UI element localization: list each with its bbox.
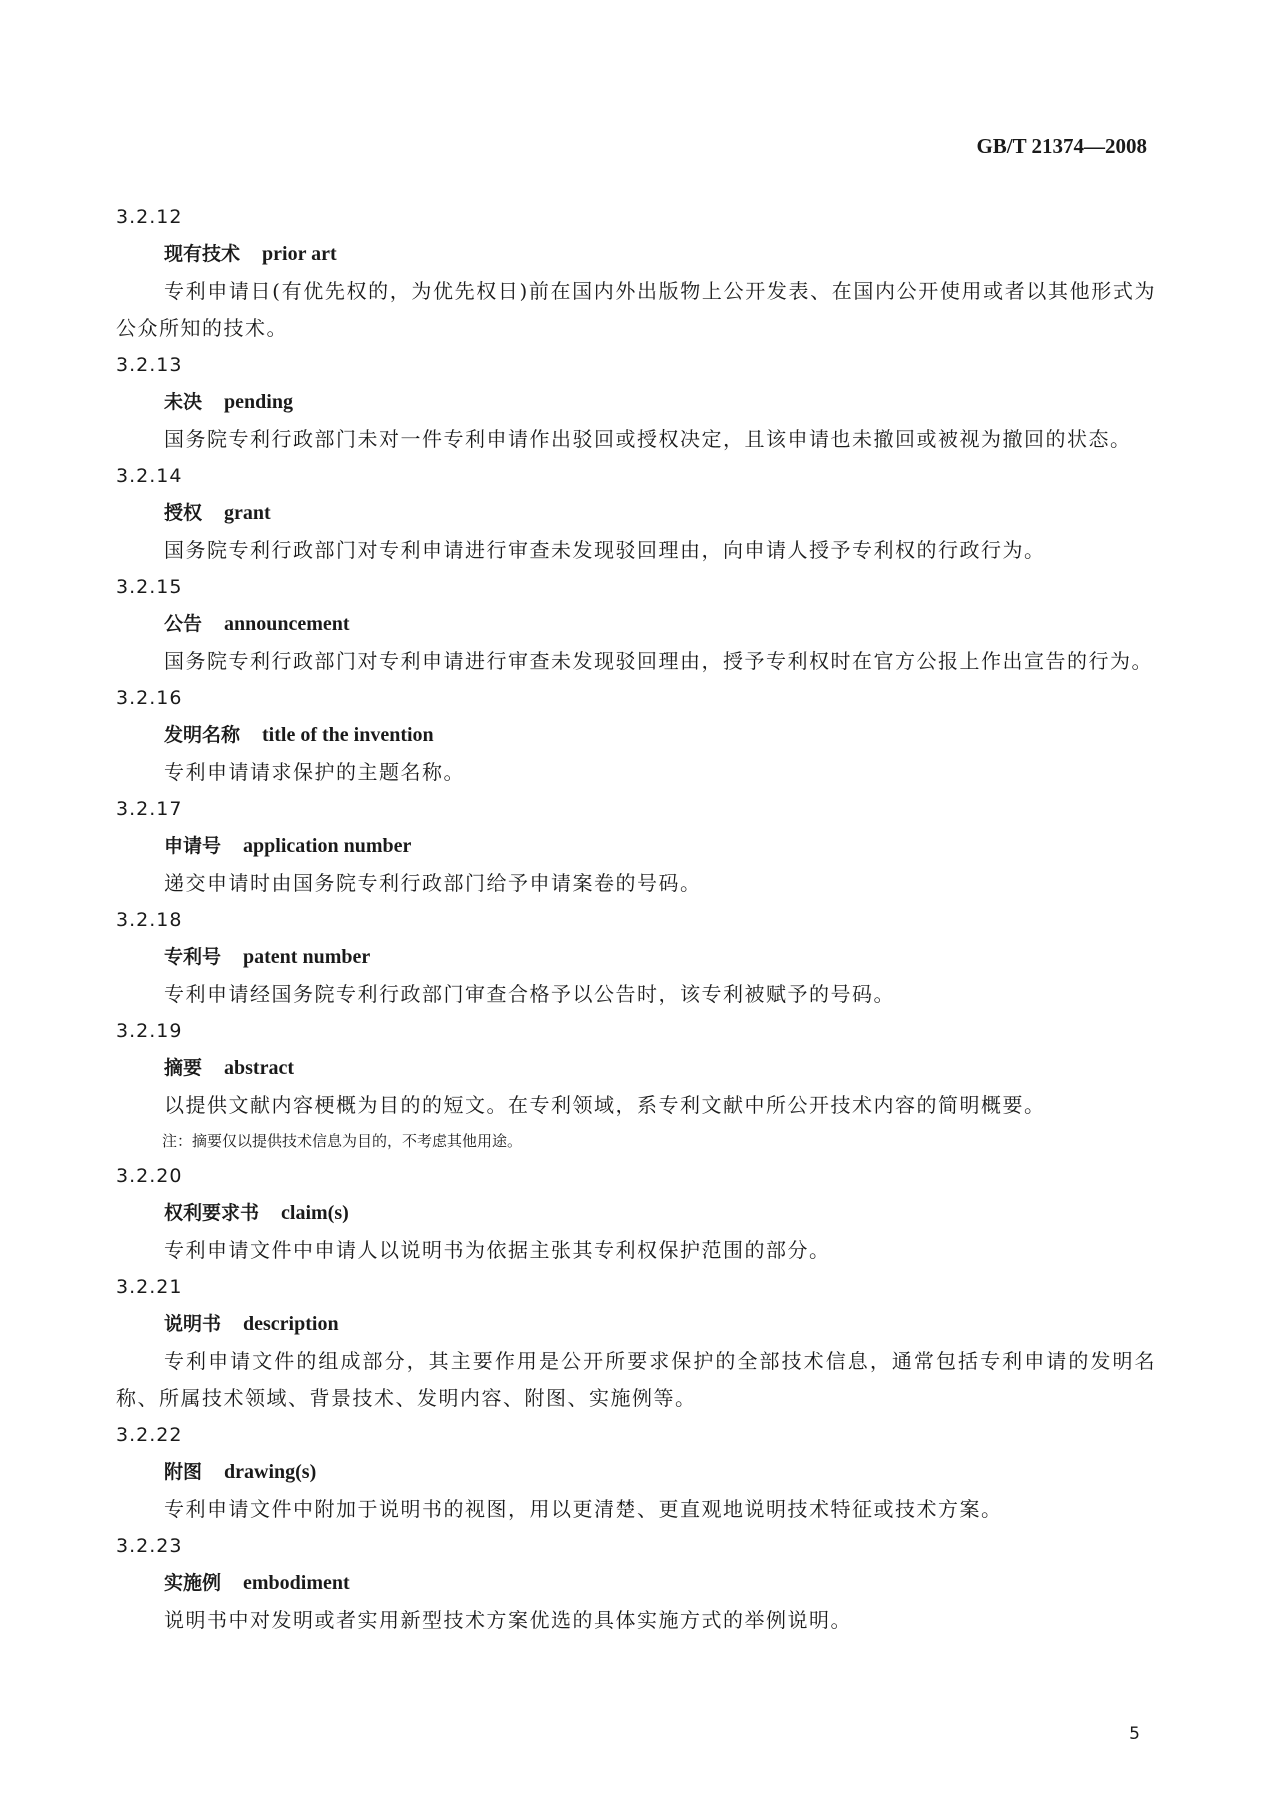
entry-definition: 专利申请请求保护的主题名称。 — [164, 760, 465, 784]
term-zh: 说明书 — [164, 1313, 222, 1335]
entry-number: 3.2.12 — [116, 206, 183, 228]
term-en: announcement — [224, 613, 350, 635]
entry — [116, 680, 1156, 791]
entry-term — [116, 1454, 1156, 1491]
entry-definition: 说明书中对发明或者实用新型技术方案优选的具体实施方式的举例说明。 — [164, 1608, 852, 1632]
term-en: patent number — [243, 946, 371, 968]
term-zh: 公告 — [164, 613, 203, 635]
entry-number: 3.2.20 — [116, 1165, 183, 1187]
term-en: grant — [224, 502, 271, 524]
entry-definition: 专利申请文件的组成部分，其主要作用是公开所要求保护的全部技术信息，通常包括专利申请的发明名称、所属技术领域、背景技术、发明内容、附图、实施例等。 — [116, 1349, 1156, 1410]
entry-definition: 专利申请文件中申请人以说明书为依据主张其专利权保护范围的部分。 — [164, 1238, 831, 1262]
entry-definition: 递交申请时由国务院专利行政部门给予申请案卷的号码。 — [164, 871, 702, 895]
entry-term — [116, 1050, 1156, 1087]
term-zh: 权利要求书 — [164, 1202, 260, 1224]
entry — [116, 458, 1156, 569]
entry-definition: 专利申请经国务院专利行政部门审查合格予以公告时，该专利被赋予的号码。 — [164, 982, 895, 1006]
entry-term — [116, 939, 1156, 976]
page-number: 5 — [1129, 1724, 1140, 1744]
term-zh: 实施例 — [164, 1572, 222, 1594]
term-zh: 未决 — [164, 391, 203, 413]
term-en: claim(s) — [281, 1202, 349, 1224]
entry — [116, 1528, 1156, 1639]
entry-term — [116, 1306, 1156, 1343]
term-en: pending — [224, 391, 293, 413]
entry-number: 3.2.19 — [116, 1020, 183, 1042]
term-zh: 现有技术 — [164, 243, 241, 265]
entry-number: 3.2.21 — [116, 1276, 183, 1298]
entry — [116, 199, 1156, 347]
term-zh: 申请号 — [164, 835, 222, 857]
entry — [116, 791, 1156, 902]
entry-number: 3.2.16 — [116, 687, 183, 709]
entry-number: 3.2.18 — [116, 909, 183, 931]
entry-term — [116, 384, 1156, 421]
entry — [116, 1269, 1156, 1417]
term-en: description — [243, 1313, 339, 1335]
term-en: drawing(s) — [224, 1461, 317, 1483]
entry-definition: 专利申请文件中附加于说明书的视图，用以更清楚、更直观地说明技术特征或技术方案。 — [164, 1497, 1003, 1521]
terms-list — [116, 199, 1156, 1639]
term-zh: 专利号 — [164, 946, 222, 968]
entry-note: 注：摘要仅以提供技术信息为目的，不考虑其他用途。 — [162, 1132, 523, 1150]
term-en: embodiment — [243, 1572, 350, 1594]
standard-code: GB/T 21374—2008 — [976, 134, 1147, 158]
term-zh: 摘要 — [164, 1057, 203, 1079]
term-en: title of the invention — [262, 724, 434, 746]
entry-number: 3.2.14 — [116, 465, 183, 487]
entry-term — [116, 495, 1156, 532]
entry-number: 3.2.13 — [116, 354, 183, 376]
entry-definition: 国务院专利行政部门对专利申请进行审查未发现驳回理由，向申请人授予专利权的行政行为。 — [164, 538, 1046, 562]
entry-number: 3.2.22 — [116, 1424, 183, 1446]
term-en: application number — [243, 835, 412, 857]
entry-definition: 国务院专利行政部门对专利申请进行审查未发现驳回理由，授予专利权时在官方公报上作出宣告的行为。 — [164, 649, 1153, 673]
entry-number: 3.2.17 — [116, 798, 183, 820]
entry — [116, 569, 1156, 680]
entry-definition: 国务院专利行政部门未对一件专利申请作出驳回或授权决定，且该申请也未撤回或被视为撤回的状态。 — [164, 427, 1132, 451]
entry-definition: 以提供文献内容梗概为目的的短文。在专利领域，系专利文献中所公开技术内容的简明概要。 — [164, 1093, 1046, 1117]
term-zh: 附图 — [164, 1461, 203, 1483]
entry-number: 3.2.15 — [116, 576, 183, 598]
entry-number: 3.2.23 — [116, 1535, 183, 1557]
entry — [116, 902, 1156, 1013]
entry — [116, 347, 1156, 458]
term-zh: 授权 — [164, 502, 203, 524]
entry — [116, 1013, 1156, 1158]
entry-term — [116, 717, 1156, 754]
term-en: abstract — [224, 1057, 294, 1079]
entry — [116, 1158, 1156, 1269]
entry — [116, 1417, 1156, 1528]
entry-term — [116, 1565, 1156, 1602]
entry-term — [116, 236, 1156, 273]
entry-term — [116, 828, 1156, 865]
term-en: prior art — [262, 243, 337, 265]
entry-definition: 专利申请日(有优先权的，为优先权日)前在国内外出版物上公开发表、在国内公开使用或者以其他形式为公众所知的技术。 — [116, 279, 1156, 340]
entry-term — [116, 1195, 1156, 1232]
term-zh: 发明名称 — [164, 724, 241, 746]
entry-term — [116, 606, 1156, 643]
